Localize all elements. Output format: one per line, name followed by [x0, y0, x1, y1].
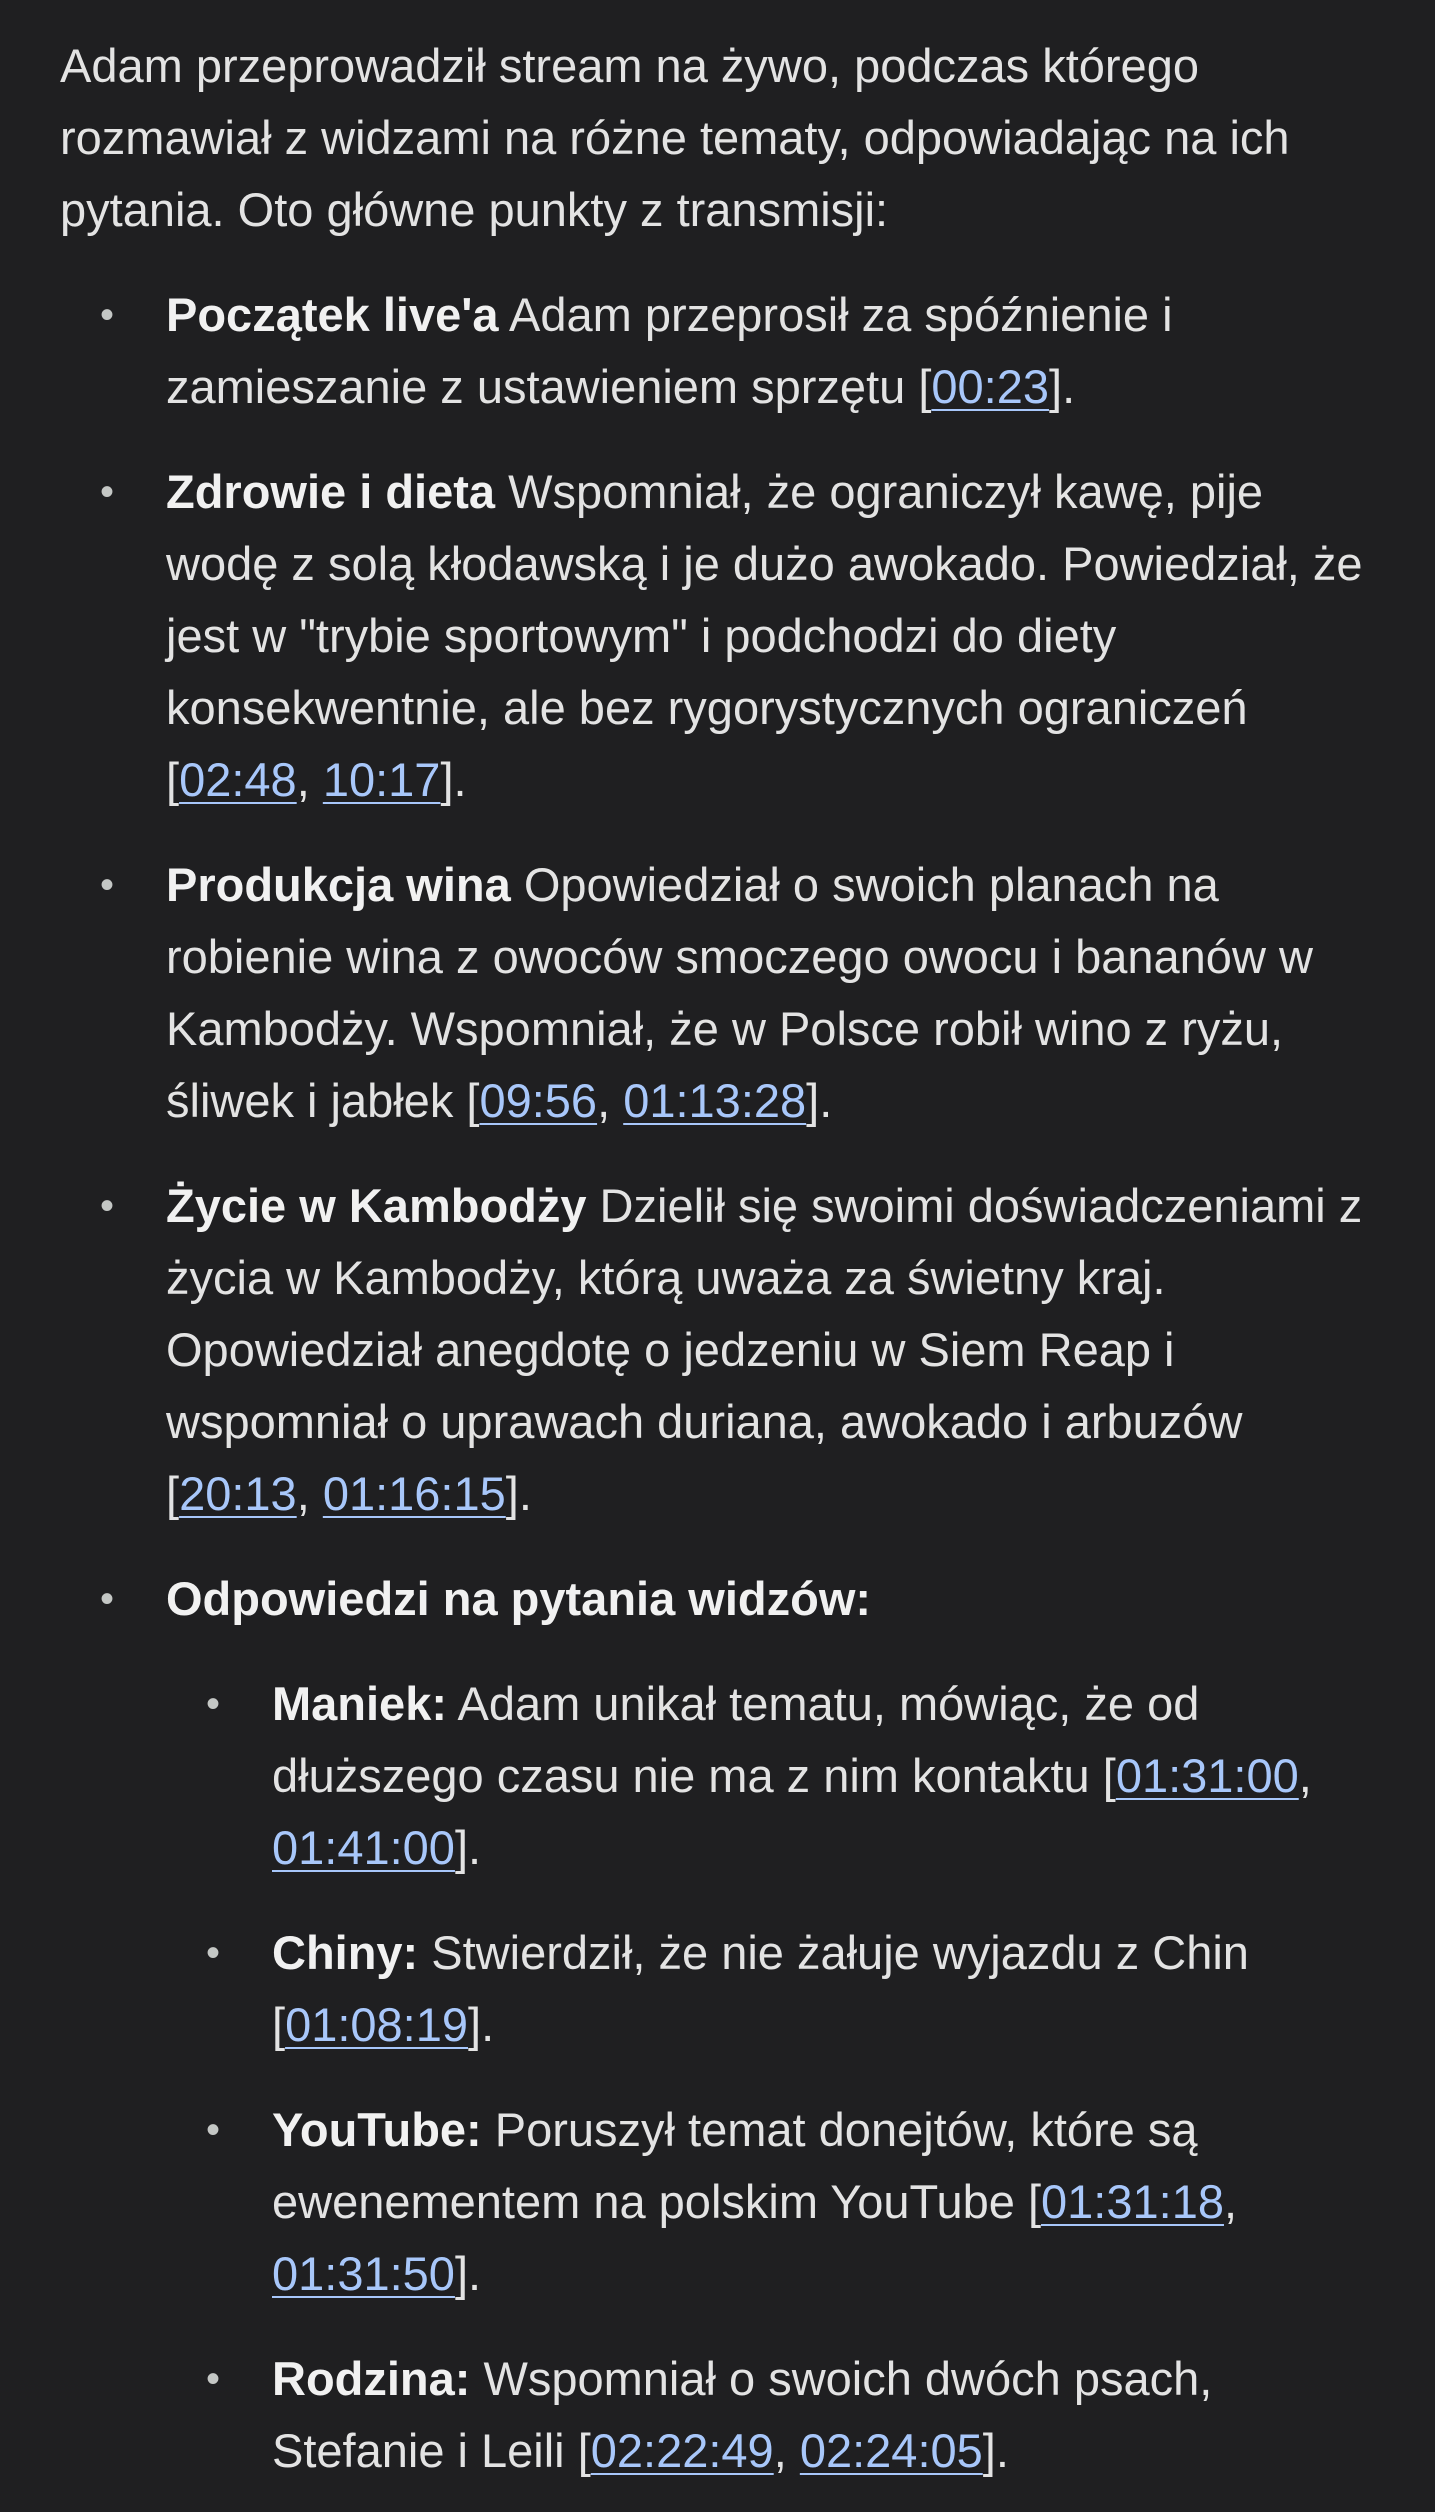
timestamp-link[interactable]: 01:08:19 [285, 1998, 469, 2051]
bullet-icon: • [206, 1682, 221, 1726]
open-bracket: [ [166, 1467, 180, 1520]
item-title: Maniek: [272, 1677, 447, 1730]
item-title: Początek live'a [166, 288, 499, 341]
list-item-3 [60, 1170, 1375, 1530]
timestamp-link[interactable]: 01:31:00 [1115, 1749, 1299, 1802]
item-title: Produkcja wina [166, 858, 511, 911]
bullet-icon: • [100, 293, 115, 337]
close-bracket: ]. [454, 2247, 482, 2300]
open-bracket: [ [166, 753, 180, 806]
timestamp-link[interactable]: 01:16:15 [322, 1467, 506, 1520]
item-text: Poruszył temat donejtów, które są ewenementem na polskim YouTube [272, 2103, 1198, 2228]
timestamp-link[interactable]: 09:56 [479, 1074, 598, 1127]
timestamp-link[interactable]: 02:22:49 [590, 2424, 774, 2477]
close-bracket: ]. [440, 753, 467, 806]
close-bracket: ]. [982, 2424, 1009, 2477]
sublist-item-1 [166, 1917, 1375, 2061]
list-item-questions [60, 1563, 1375, 2487]
item-text: Adam unikał tematu, mówiąc, że od dłuższego czasu nie ma z nim kontaktu [272, 1677, 1200, 1802]
timestamp-link[interactable]: 02:24:05 [799, 2424, 983, 2477]
item-text: Stwierdził, że nie żałuje wyjazdu z Chin [418, 1926, 1249, 1979]
separator: , [1223, 2175, 1238, 2228]
bullet-icon: • [206, 2357, 221, 2401]
separator: , [597, 1074, 624, 1127]
item-title: Zdrowie i dieta [166, 465, 496, 518]
bullet-icon: • [206, 1931, 221, 1975]
bullet-icon: • [100, 863, 115, 907]
timestamp-link[interactable]: 00:23 [931, 360, 1050, 413]
list-item-0 [60, 279, 1375, 423]
timestamp-link[interactable]: 01:41:00 [272, 1821, 455, 1874]
item-text: Wspomniał o swoich dwóch psach, Stefanie i Leili [272, 2352, 1213, 2477]
bullet-icon: • [100, 1184, 115, 1228]
intro-paragraph: Adam przeprowadził stream na żywo, podczas którego rozmawiał z widzami na różne tematy, odpowiadając na ich pytania. Oto główne punkty z transmisji: [60, 39, 1290, 236]
timestamp-link[interactable]: 10:17 [322, 753, 441, 806]
close-bracket: ]. [1049, 360, 1076, 413]
close-bracket: ]. [806, 1074, 833, 1127]
item-text: Wspomniał, że ograniczył kawę, pije wodę z solą kłodawską i je dużo awokado. Powiedział, że jest w "trybie sportowym" i podchodzi do diety konsekwentnie, ale bez rygorystycznych ograniczeń [166, 465, 1363, 734]
item-text: Adam przeprosił za spóźnienie i zamieszanie z ustawieniem sprzętu [166, 288, 1173, 413]
timestamp-link[interactable]: 01:13:28 [623, 1074, 807, 1127]
sublist-item-2 [166, 2094, 1375, 2310]
open-bracket: [ [918, 360, 932, 413]
item-title: Chiny: [272, 1926, 419, 1979]
separator: , [1298, 1749, 1312, 1802]
bullet-icon: • [206, 2108, 221, 2152]
item-title: Rodzina: [272, 2352, 471, 2405]
open-bracket: [ [577, 2424, 591, 2477]
timestamp-link[interactable]: 02:48 [179, 753, 297, 806]
timestamp-link[interactable]: 20:13 [179, 1467, 297, 1520]
open-bracket: [ [1102, 1749, 1116, 1802]
bullet-icon: • [100, 1577, 115, 1621]
item-title: Życie w Kambodży [166, 1179, 587, 1232]
close-bracket: ]. [468, 1998, 495, 2051]
item-title: YouTube: [272, 2103, 482, 2156]
item-text: Dzielił się swoimi doświadczeniami z życia w Kambodży, którą uważa za świetny kraj. Opowiedział anegdotę o jedzeniu w Siem Reap i wspomniał o uprawach duriana, awokado i arbuzów [166, 1179, 1363, 1448]
list-item-1 [60, 456, 1375, 816]
summary-list [60, 279, 1375, 2487]
close-bracket: ]. [505, 1467, 532, 1520]
sublist-item-3 [166, 2343, 1375, 2487]
open-bracket: [ [272, 1998, 286, 2051]
list-item-2 [60, 849, 1375, 1137]
timestamp-link[interactable]: 01:31:18 [1041, 2175, 1224, 2228]
questions-heading: Odpowiedzi na pytania widzów: [166, 1572, 872, 1625]
separator: , [296, 1467, 323, 1520]
separator: , [773, 2424, 800, 2477]
bullet-icon: • [100, 470, 115, 514]
timestamp-link[interactable]: 01:31:50 [272, 2247, 455, 2300]
open-bracket: [ [1027, 2175, 1042, 2228]
open-bracket: [ [466, 1074, 480, 1127]
sublist-item-0 [166, 1668, 1375, 1884]
item-text: Opowiedział o swoich planach na robienie wina z owoców smoczego owocu i bananów w Kambodży. Wspomniał, że w Polsce robił wino z ryżu, śliwek i jabłek [166, 858, 1313, 1127]
close-bracket: ]. [454, 1821, 482, 1874]
separator: , [296, 753, 323, 806]
questions-sublist [166, 1668, 1375, 2487]
